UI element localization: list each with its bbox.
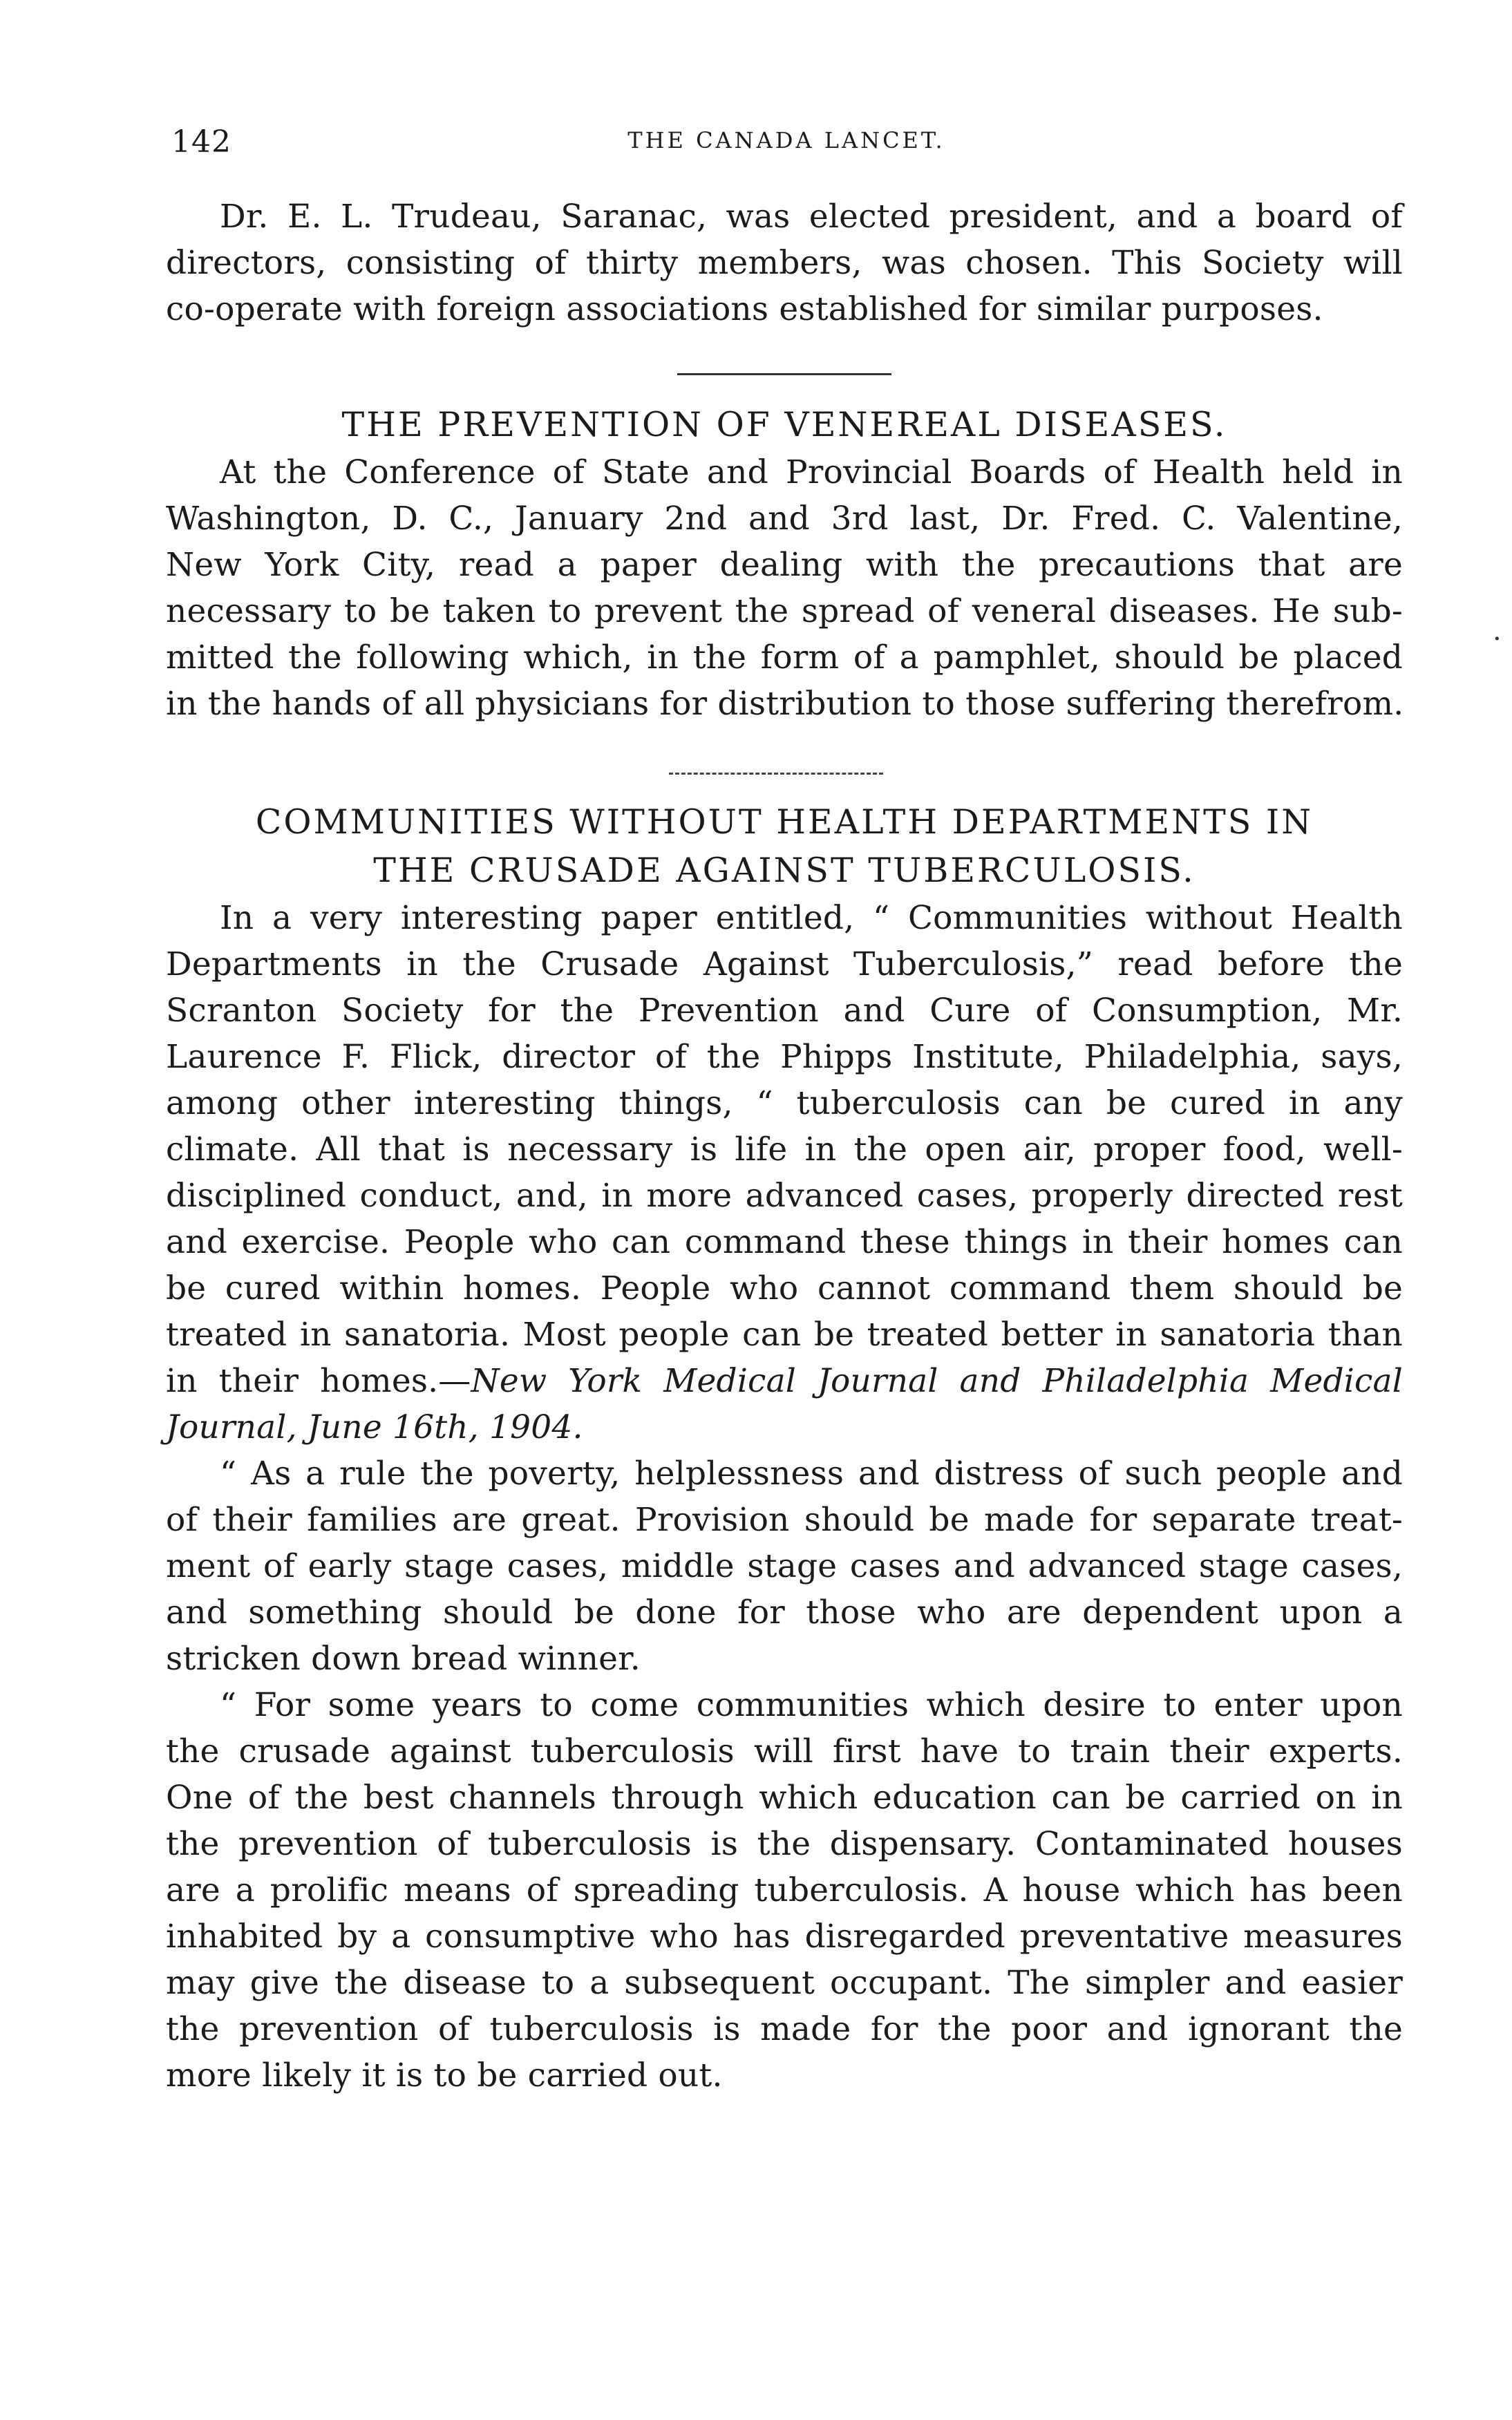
text-line: directors, consisting of thirty members, was chosen. This Society will — [166, 244, 1403, 282]
text-line: ment of early stage cases, middle stage cases and advanced stage cases, — [166, 1547, 1403, 1585]
text-line: Departments in the Crusade Against Tuberculosis,” read before the — [166, 945, 1403, 983]
text-line: “ As a rule the poverty, helplessness and distress of such people and — [220, 1455, 1403, 1493]
text-line: in the hands of all physicians for distribution to those suffering therefrom. — [166, 685, 1404, 723]
paragraph-1 — [166, 895, 1403, 1450]
text-line: stricken down bread winner. — [166, 1640, 641, 1678]
text-line: In a very interesting paper entitled, “ Communities without Health — [220, 899, 1403, 937]
section-title-line-2: THE CRUSADE AGAINST TUBERCULOSIS. — [373, 851, 1196, 890]
text-line: Washington, D. C., January 2nd and 3rd last, Dr. Fred. C. Valentine, — [166, 500, 1403, 538]
text-line: of their families are great. Provision should be made for separate treat- — [166, 1501, 1403, 1539]
citation-source: New York Medical Journal and Philadelphia Medical — [471, 1362, 1403, 1400]
text-line: climate. All that is necessary is life in the open air, proper food, well- — [166, 1131, 1403, 1169]
text-line: necessary to be taken to prevent the spread of veneral diseases. He sub- — [166, 592, 1403, 630]
section-tuberculosis — [166, 798, 1403, 2099]
text-line: Scranton Society for the Prevention and Cure of Consumption, Mr. — [166, 992, 1403, 1030]
text-line: and exercise. People who can command these things in their homes can — [166, 1223, 1403, 1261]
text-line: treated in sanatoria. Most people can be treated better in sanatoria than — [166, 1316, 1403, 1354]
text-line: Laurence F. Flick, director of the Phipps Institute, Philadelphia, says, — [166, 1038, 1403, 1076]
text-line: may give the disease to a subsequent occupant. The simpler and easier — [166, 1964, 1403, 2002]
margin-mark: · — [1493, 623, 1502, 655]
text-line: inhabited by a consumptive who has disregarded preventative measures — [166, 1918, 1403, 1956]
section-divider — [677, 373, 891, 375]
text-line: among other interesting things, “ tuberculosis can be cured in any — [166, 1084, 1403, 1122]
text-line: the prevention of tuberculosis is the dispensary. Contaminated houses — [166, 1825, 1403, 1863]
text-line: mitted the following which, in the form of a pamphlet, should be placed — [166, 639, 1403, 677]
citation-source-continued: Journal, June 16th, 1904. — [166, 1408, 583, 1446]
text-line: At the Conference of State and Provincial Boards of Health held in — [220, 453, 1403, 491]
text-line: the prevention of tuberculosis is made for the poor and ignorant the — [166, 2010, 1403, 2048]
text-line: co-operate with foreign associations established for similar purposes. — [166, 290, 1323, 328]
section-title: THE PREVENTION OF VENEREAL DISEASES. — [341, 405, 1227, 444]
paragraph-3 — [166, 1682, 1403, 2099]
section-title-line-1: COMMUNITIES WITHOUT HEALTH DEPARTMENTS IN — [255, 802, 1314, 842]
section-venereal — [166, 401, 1403, 727]
citation-line — [166, 1358, 1403, 1404]
running-head: THE CANADA LANCET. — [627, 127, 945, 153]
text-line: and something should be done for those who are dependent upon a — [166, 1594, 1403, 1632]
section-divider — [669, 773, 883, 775]
text-line: Dr. E. L. Trudeau, Saranac, was elected president, and a board of — [220, 198, 1403, 236]
page-number: 142 — [171, 124, 231, 160]
text-line: New York City, read a paper dealing with the precautions that are — [166, 546, 1403, 584]
intro-paragraph — [166, 193, 1403, 332]
text-line: One of the best channels through which education can be carried on in — [166, 1779, 1403, 1817]
text-line: be cured within homes. People who cannot command them should be — [166, 1269, 1403, 1307]
text-line: “ For some years to come communities which desire to enter upon — [220, 1686, 1403, 1724]
text-line: disciplined conduct, and, in more advanced cases, properly directed rest — [166, 1177, 1403, 1215]
citation-text: in their homes.— — [166, 1362, 471, 1400]
page-header — [171, 124, 1401, 166]
paragraph-2 — [166, 1450, 1403, 1682]
text-line: are a prolific means of spreading tuberculosis. A house which has been — [166, 1871, 1403, 1909]
text-line: more likely it is to be carried out. — [166, 2057, 723, 2095]
text-line: the crusade against tuberculosis will first have to train their experts. — [166, 1732, 1403, 1770]
